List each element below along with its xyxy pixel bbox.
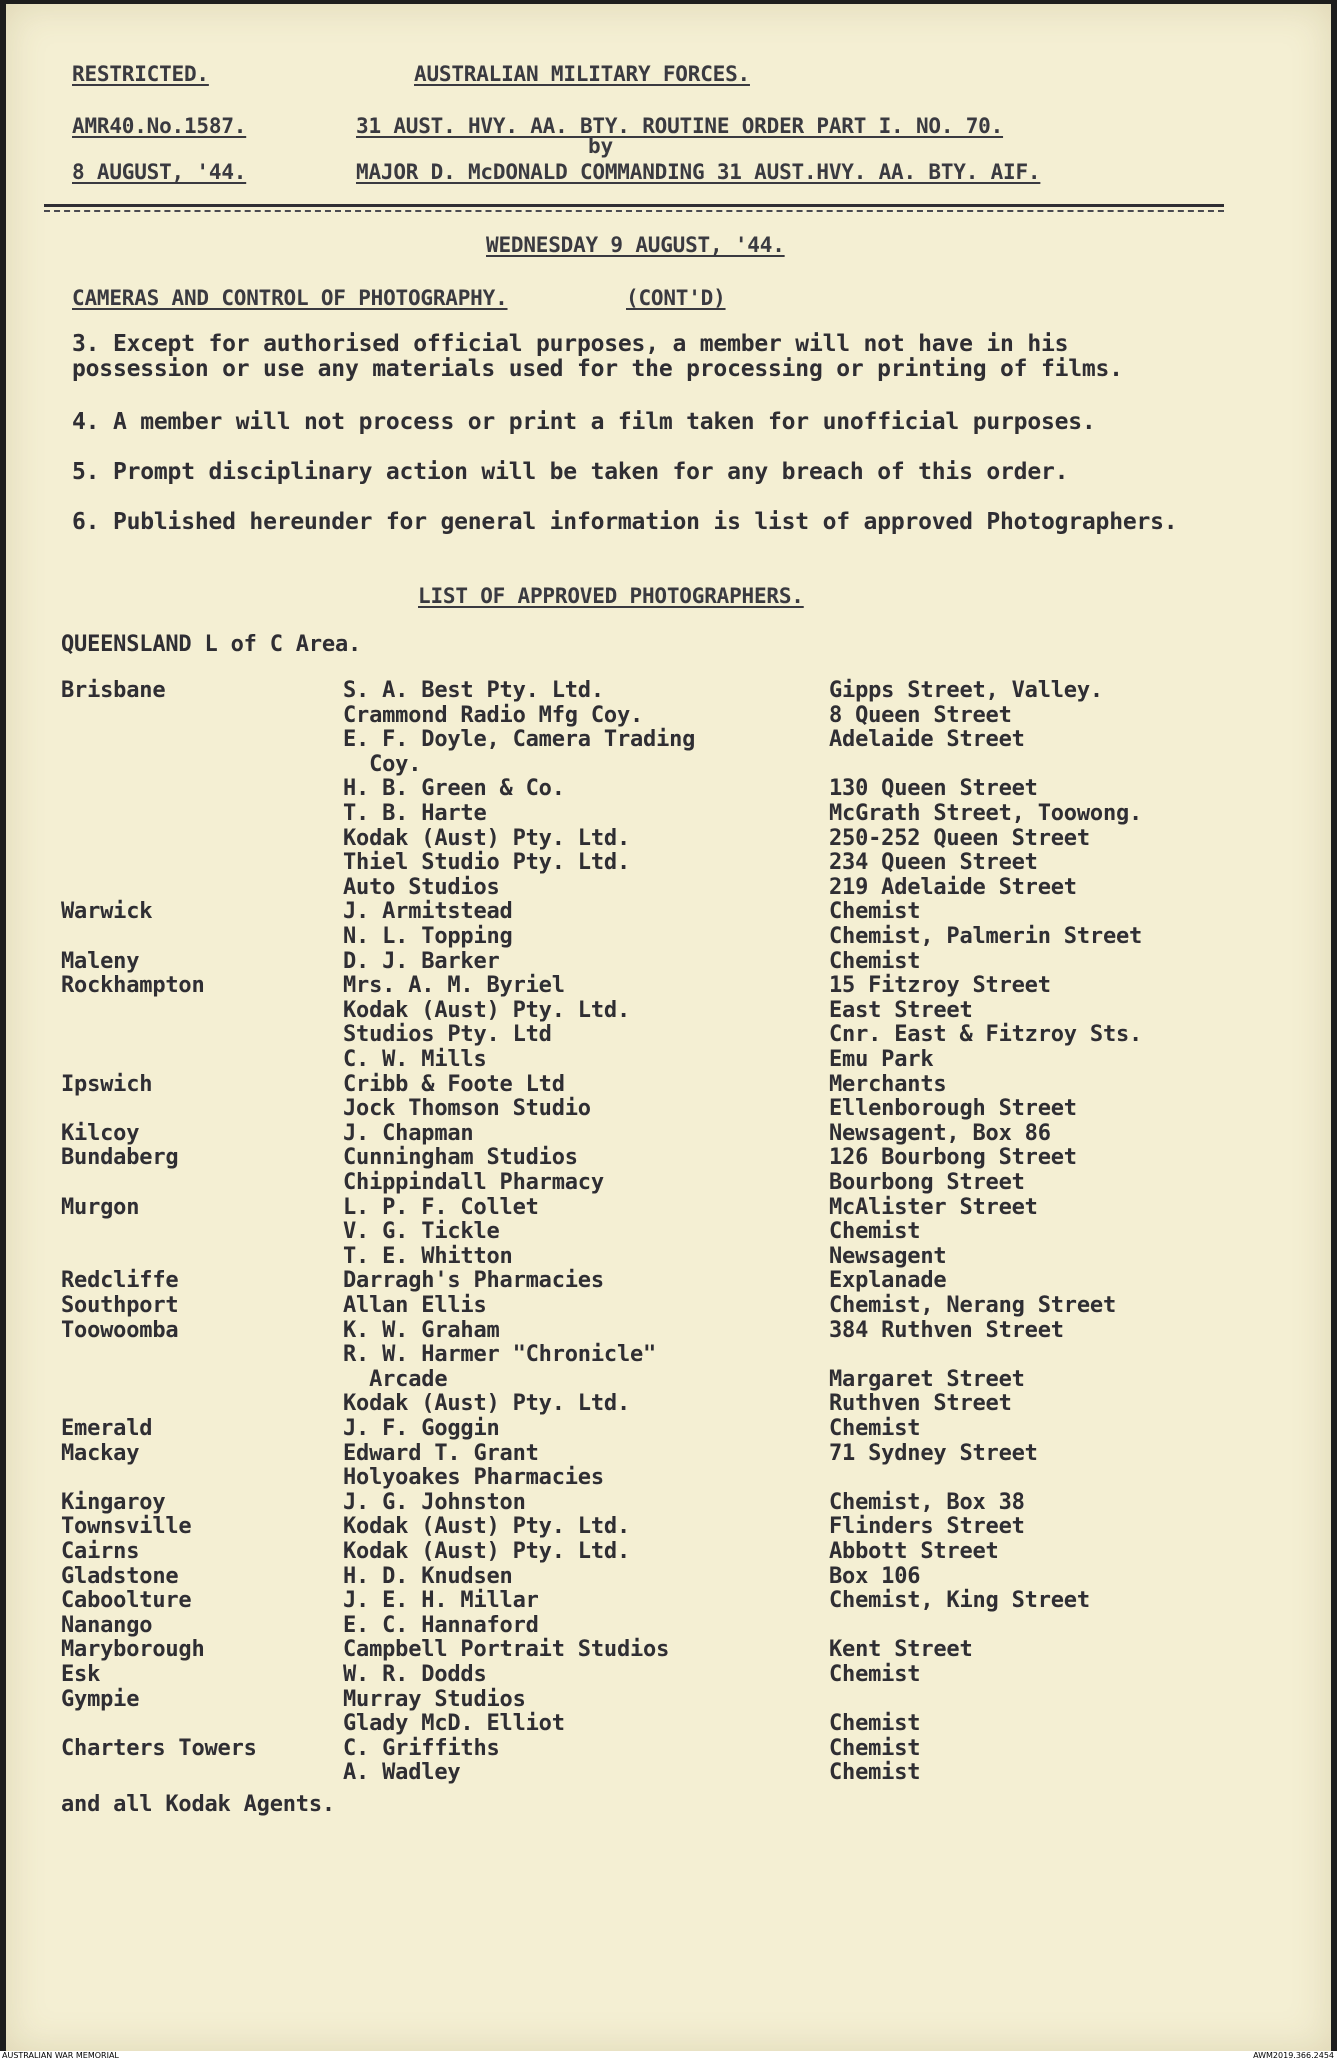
photographer-address: Newsagent <box>829 1244 947 1269</box>
photographer-name: Murray Studios <box>343 1687 526 1712</box>
photographer-name: Holyoakes Pharmacies <box>343 1465 604 1490</box>
photographer-name: Studios Pty. Ltd <box>343 1022 552 1047</box>
paragraph-number: 3. <box>72 331 100 357</box>
photographer-address: Chemist <box>829 1219 921 1244</box>
photographer-address: Box 106 <box>829 1564 921 1589</box>
photographer-address: 250-252 Queen Street <box>829 826 1090 851</box>
photographer-name: K. W. Graham <box>343 1318 500 1343</box>
photographer-name: Kodak (Aust) Pty. Ltd. <box>343 1539 630 1564</box>
photographer-name: V. G. Tickle <box>343 1219 500 1244</box>
photographer-name: Coy. <box>343 752 422 777</box>
photographer-name: D. J. Barker <box>343 949 500 974</box>
photographer-name: H. B. Green & Co. <box>343 776 565 801</box>
photographer-address: 15 Fitzroy Street <box>829 973 1051 998</box>
photographer-address: 219 Adelaide Street <box>829 875 1077 900</box>
photographer-address: Merchants <box>829 1072 947 1097</box>
footer-left: AUSTRALIAN WAR MEMORIAL <box>2 2051 119 2060</box>
photographer-address: Chemist <box>829 899 921 924</box>
photographer-name: Kodak (Aust) Pty. Ltd. <box>343 1514 630 1539</box>
photographer-address: Cnr. East & Fitzroy Sts. <box>829 1022 1143 1047</box>
town-name: Toowoomba <box>61 1318 179 1343</box>
photographer-address: Ellenborough Street <box>829 1096 1077 1121</box>
town-name: Maryborough <box>61 1637 205 1662</box>
header-rule <box>44 204 1224 207</box>
town-name: Emerald <box>61 1416 153 1441</box>
photographer-name: R. W. Harmer "Chronicle" <box>343 1342 657 1367</box>
photographer-name: Thiel Studio Pty. Ltd. <box>343 850 630 875</box>
photographer-name: S. A. Best Pty. Ltd. <box>343 678 604 703</box>
by-label: by <box>588 134 613 158</box>
photographer-address: Chemist, Palmerin Street <box>829 924 1143 949</box>
photographer-address: Ruthven Street <box>829 1391 1012 1416</box>
town-name: Esk <box>61 1662 101 1687</box>
photographer-name: T. E. Whitton <box>343 1244 513 1269</box>
photographer-name: Arcade <box>343 1367 448 1392</box>
force-title: AUSTRALIAN MILITARY FORCES. <box>414 62 750 86</box>
footer-right: AWM2019.366.2454 <box>1253 2051 1334 2060</box>
paragraph-5 <box>72 460 1192 485</box>
photographer-address: Chemist <box>829 1662 921 1687</box>
photographer-address: Chemist, Box 38 <box>829 1490 1025 1515</box>
photographer-address: 71 Sydney Street <box>829 1441 1038 1466</box>
archive-footer <box>0 2051 1337 2061</box>
paragraph-number: 4. <box>72 409 100 435</box>
photographer-name: J. F. Goggin <box>343 1416 500 1441</box>
town-name: Maleny <box>61 949 140 974</box>
town-name: Warwick <box>61 899 153 924</box>
photographer-name: Kodak (Aust) Pty. Ltd. <box>343 998 630 1023</box>
photographer-address: Gipps Street, Valley. <box>829 678 1103 703</box>
day-heading: WEDNESDAY 9 AUGUST, '44. <box>486 233 785 257</box>
photographer-address: Chemist <box>829 1736 921 1761</box>
photographer-name: T. B. Harte <box>343 801 487 826</box>
photographer-name: Campbell Portrait Studios <box>343 1637 670 1662</box>
photographer-name: Chippindall Pharmacy <box>343 1170 604 1195</box>
photographer-address: Adelaide Street <box>829 727 1025 752</box>
photographer-address: East Street <box>829 998 973 1023</box>
town-name: Rockhampton <box>61 973 205 998</box>
town-name: Kilcoy <box>61 1121 140 1146</box>
photographer-address: Flinders Street <box>829 1514 1025 1539</box>
section-heading: CAMERAS AND CONTROL OF PHOTOGRAPHY. <box>72 286 508 310</box>
document-page <box>6 4 1331 2051</box>
photographer-name: Jock Thomson Studio <box>343 1096 591 1121</box>
photographer-address: 126 Bourbong Street <box>829 1145 1077 1170</box>
photographer-address: 130 Queen Street <box>829 776 1038 801</box>
order-date: 8 AUGUST, '44. <box>72 160 247 184</box>
closing-line: and all Kodak Agents. <box>61 1792 335 1817</box>
town-name: Gladstone <box>61 1564 179 1589</box>
order-title: 31 AUST. HVY. AA. BTY. ROUTINE ORDER PART I. NO. 70. <box>356 114 1004 138</box>
town-name: Southport <box>61 1293 179 1318</box>
photographer-name: N. L. Topping <box>343 924 513 949</box>
classification-label: RESTRICTED. <box>72 62 209 86</box>
photographer-name: E. C. Hannaford <box>343 1613 539 1638</box>
photographer-name: A. Wadley <box>343 1760 461 1785</box>
paragraph-number: 6. <box>72 509 100 535</box>
photographer-name: C. Griffiths <box>343 1736 500 1761</box>
photographer-name: C. W. Mills <box>343 1047 487 1072</box>
paragraph-text: A member will not process or print a film taken for unofficial purposes. <box>112 409 1096 435</box>
photographer-address: Abbott Street <box>829 1539 999 1564</box>
town-name: Redcliffe <box>61 1268 179 1293</box>
town-name: Caboolture <box>61 1588 192 1613</box>
area-heading: QUEENSLAND L of C Area. <box>61 632 362 657</box>
town-name: Townsville <box>61 1514 192 1539</box>
photographer-name: J. E. H. Millar <box>343 1588 539 1613</box>
photographer-address: Chemist <box>829 1760 921 1785</box>
photographer-name: Cribb & Foote Ltd <box>343 1072 565 1097</box>
photographer-address: Bourbong Street <box>829 1170 1025 1195</box>
photographer-name: Mrs. A. M. Byriel <box>343 973 565 998</box>
order-reference: AMR40.No.1587. <box>72 114 247 138</box>
photographer-name: W. R. Dodds <box>343 1662 487 1687</box>
paragraph-6 <box>72 510 1192 535</box>
photographer-name: Darragh's Pharmacies <box>343 1268 604 1293</box>
photographer-name: Cunningham Studios <box>343 1145 578 1170</box>
paragraph-text: Prompt disciplinary action will be taken for any breach of this order. <box>112 459 1069 485</box>
photographer-address: 8 Queen Street <box>829 703 1012 728</box>
paragraph-3 <box>72 332 1192 382</box>
photographer-address: Newsagent, Box 86 <box>829 1121 1051 1146</box>
photographer-address: Chemist, King Street <box>829 1588 1090 1613</box>
town-name: Ipswich <box>61 1072 153 1097</box>
paragraph-text: Published hereunder for general information is list of approved Photographers. <box>112 509 1178 535</box>
town-name: Mackay <box>61 1441 140 1466</box>
photographer-name: Kodak (Aust) Pty. Ltd. <box>343 1391 630 1416</box>
photographer-address: Chemist <box>829 949 921 974</box>
photographer-name: L. P. F. Collet <box>343 1195 539 1220</box>
photographer-address: Explanade <box>829 1268 947 1293</box>
photographer-name: Edward T. Grant <box>343 1441 539 1466</box>
town-name: Murgon <box>61 1195 140 1220</box>
photographer-name: Kodak (Aust) Pty. Ltd. <box>343 826 630 851</box>
town-name: Charters Towers <box>61 1736 257 1761</box>
section-contd: (CONT'D) <box>626 286 726 310</box>
photographer-address: Kent Street <box>829 1637 973 1662</box>
photographer-name: J. G. Johnston <box>343 1490 526 1515</box>
photographer-name: Allan Ellis <box>343 1293 487 1318</box>
photographer-address: Chemist, Nerang Street <box>829 1293 1116 1318</box>
photographer-name: J. Armitstead <box>343 899 513 924</box>
town-name: Gympie <box>61 1687 140 1712</box>
photographer-name: Crammond Radio Mfg Coy. <box>343 703 644 728</box>
list-heading: LIST OF APPROVED PHOTOGRAPHERS. <box>418 584 804 608</box>
commander-line: MAJOR D. McDONALD COMMANDING 31 AUST.HVY. AA. BTY. AIF. <box>356 160 1041 184</box>
town-name: Bundaberg <box>61 1145 179 1170</box>
header-rule-dashed <box>44 210 1224 212</box>
paragraph-text: Except for authorised official purposes, a member will not have in his possession or use any materials used for the processing or printing of films. <box>72 331 1123 382</box>
town-name: Nanango <box>61 1613 153 1638</box>
photographer-address: Chemist <box>829 1416 921 1441</box>
photographer-address: McAlister Street <box>829 1195 1038 1220</box>
town-name: Brisbane <box>61 678 166 703</box>
town-name: Cairns <box>61 1539 140 1564</box>
paragraph-number: 5. <box>72 459 100 485</box>
paragraph-4 <box>72 410 1192 435</box>
photographer-address: 234 Queen Street <box>829 850 1038 875</box>
photographer-name: Auto Studios <box>343 875 500 900</box>
photographer-name: J. Chapman <box>343 1121 474 1146</box>
photographer-address: Emu Park <box>829 1047 934 1072</box>
photographer-address: 384 Ruthven Street <box>829 1318 1064 1343</box>
photographer-name: E. F. Doyle, Camera Trading <box>343 727 696 752</box>
town-name: Kingaroy <box>61 1490 166 1515</box>
photographer-address: Chemist <box>829 1711 921 1736</box>
photographer-name: H. D. Knudsen <box>343 1564 513 1589</box>
photographer-name: Glady McD. Elliot <box>343 1711 565 1736</box>
photographer-address: Margaret Street <box>829 1367 1025 1392</box>
photographer-address: McGrath Street, Toowong. <box>829 801 1143 826</box>
